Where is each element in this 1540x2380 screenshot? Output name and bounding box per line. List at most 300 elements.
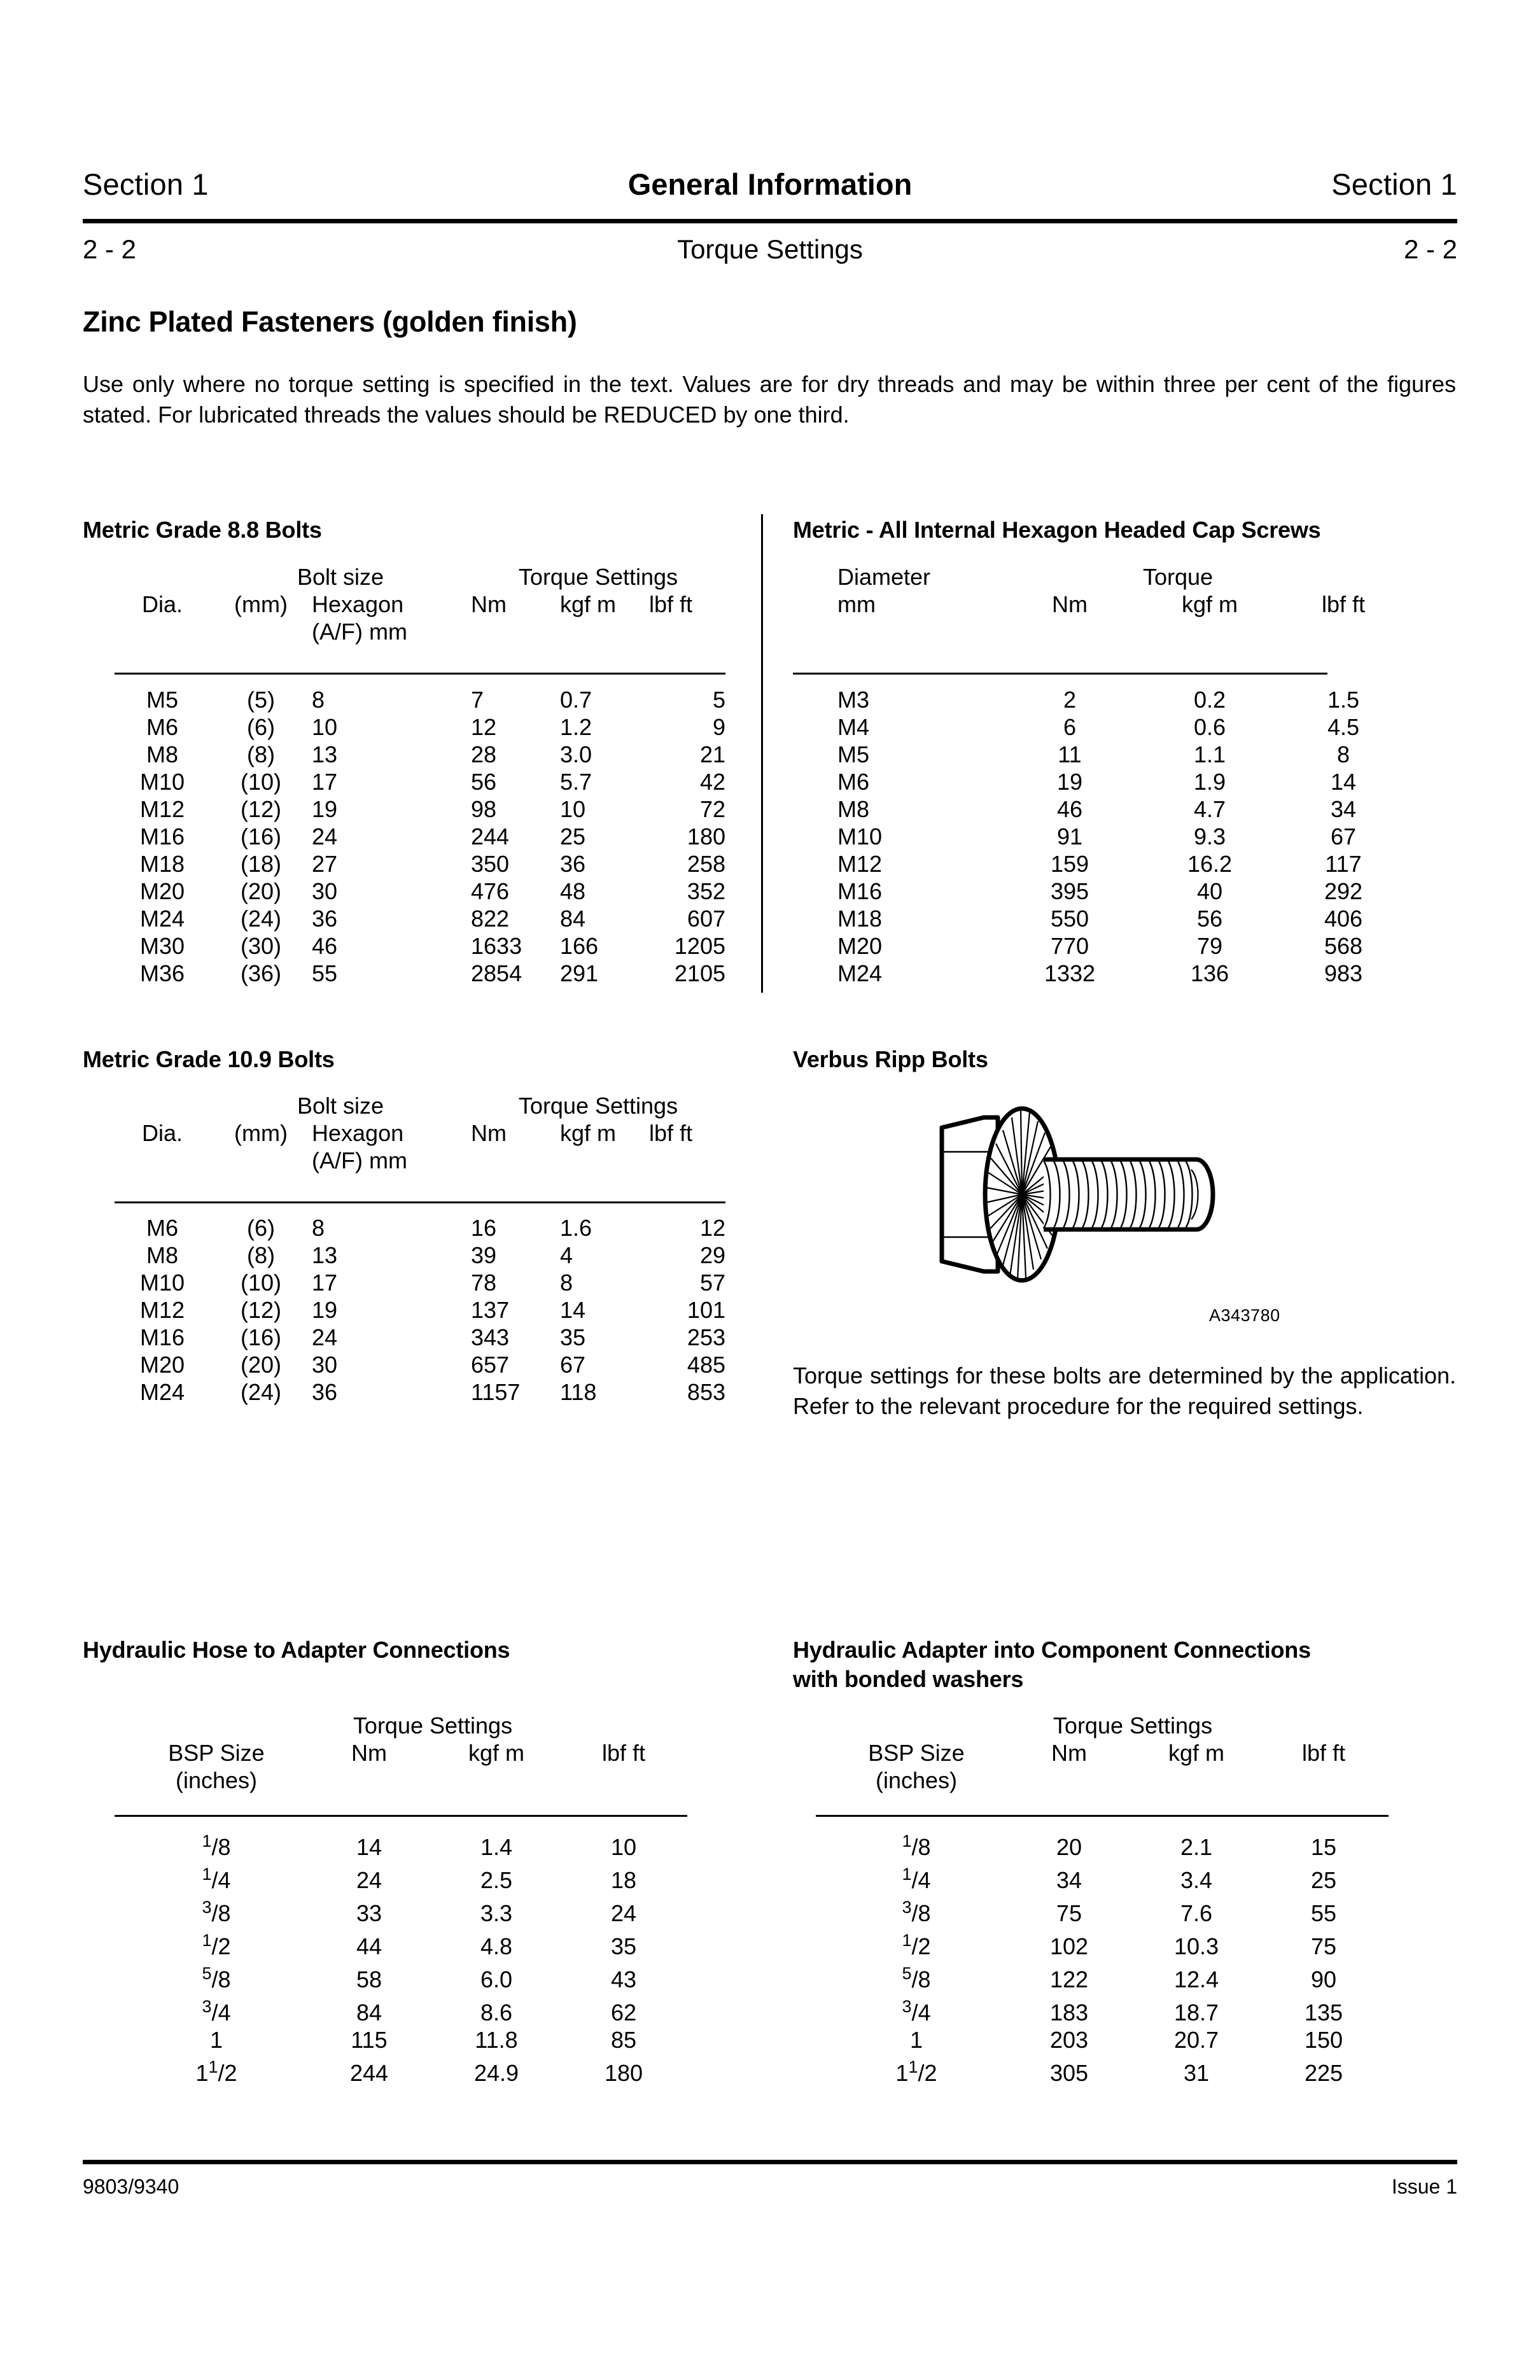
table-group-header-row <box>127 1712 687 1739</box>
table-cell: 3.3 <box>480 1900 513 1926</box>
table-cell: 36 <box>312 906 338 932</box>
table-cell: 14 <box>560 1297 586 1323</box>
intro-heading: Zinc Plated Fasteners (golden finish) <box>83 305 577 338</box>
table-cell: 48 <box>560 878 586 904</box>
table-cell: $^1$/4 <box>202 1865 231 1893</box>
table-cell: $^1$/4 <box>902 1865 931 1893</box>
table-row <box>127 2054 687 2087</box>
table-cell: M20 <box>139 1352 185 1378</box>
table-row <box>827 1894 1387 1927</box>
table-cell: 8 <box>560 1270 573 1296</box>
table-cell: 117 <box>1325 851 1362 877</box>
group-header-torque: Torque <box>1143 564 1214 590</box>
table-row <box>115 713 725 741</box>
table-cell: 180 <box>604 2060 643 2086</box>
table-cell: 4.7 <box>1193 796 1226 822</box>
table-cell: 343 <box>471 1324 510 1350</box>
table-cell: 91 <box>1056 823 1083 850</box>
col-nm: Nm <box>1051 1740 1087 1766</box>
intro-paragraph: Use only where no torque setting is specified in the text. Values are for dry threads and may be within three per cent of the figures stated. For lubricated threads the values should be REDUCED by one third. <box>83 371 1456 428</box>
col-lbfft: lbf ft <box>649 591 693 617</box>
table-cell: 657 <box>471 1352 510 1378</box>
table-cell: (20) <box>240 1352 282 1378</box>
table-cell: 36 <box>560 851 586 877</box>
table-cell: 55 <box>1310 1900 1337 1926</box>
table-cell: 11.8 <box>475 2027 518 2053</box>
table-cell: 75 <box>1056 1900 1082 1926</box>
table-row <box>827 2054 1387 2087</box>
table-cell: 8 <box>312 1215 325 1241</box>
col-kgfm: kgf m <box>560 591 617 617</box>
table-cell: 0.2 <box>1193 687 1226 713</box>
table-cell: M12 <box>837 851 883 877</box>
table-cell: 11 <box>1058 741 1082 767</box>
table-cell: 10 <box>560 796 586 822</box>
table-cell: 8 <box>312 687 325 713</box>
col-hexagon: Hexagon <box>312 1120 404 1146</box>
col-nm: Nm <box>471 591 507 617</box>
table-cell: 46 <box>1056 796 1083 822</box>
table-row <box>127 1828 687 1861</box>
table-cell: 1157 <box>471 1379 521 1405</box>
table-row <box>837 823 1410 850</box>
page-title: General Information <box>627 167 913 201</box>
table-cell: 292 <box>1324 878 1363 904</box>
table-column-header-row-2 <box>127 1767 687 1794</box>
table-adapter-title-line2: with bonded washers <box>793 1666 1024 1693</box>
table-capscrews-header-rule <box>793 673 1327 675</box>
table-cell: 19 <box>312 796 338 822</box>
table-cell: 244 <box>349 2060 389 2086</box>
table-cell: (24) <box>240 1379 282 1405</box>
table-cell: 98 <box>471 796 497 822</box>
verbus-note: Torque settings for these bolts are determined by the application. Refer to the relevant procedure for the required settings. <box>793 1362 1456 1419</box>
table-cell: 84 <box>356 1999 382 2026</box>
table-cell: M8 <box>146 741 178 767</box>
table-cell: 1.9 <box>1193 769 1226 795</box>
table-cell: 770 <box>1050 933 1089 959</box>
table-cell: 137 <box>471 1297 510 1323</box>
table-cell: M8 <box>837 796 870 822</box>
table-cell: (5) <box>247 687 275 713</box>
table-cell: 258 <box>687 851 725 877</box>
table-cell: 17 <box>312 769 338 795</box>
table-row <box>827 1960 1387 1993</box>
table-capscrews-body <box>837 686 1410 987</box>
table-cell: 4 <box>560 1242 573 1268</box>
table-row <box>115 795 725 823</box>
table-cell: 1.5 <box>1327 687 1360 713</box>
table-cell: 42 <box>699 769 725 795</box>
table-cell: M16 <box>837 878 883 904</box>
table-cell: 0.6 <box>1193 714 1226 740</box>
table-cell: 30 <box>312 878 338 904</box>
col-kgfm: kgf m <box>1168 1740 1224 1766</box>
col-hexagon: Hexagon <box>312 591 404 617</box>
table-cell: 203 <box>1049 2027 1089 2053</box>
table-cell: 24 <box>312 823 338 850</box>
table-row <box>127 1960 687 1993</box>
table-cell: M6 <box>837 769 870 795</box>
table-cell: (20) <box>240 878 282 904</box>
table-cell: 25 <box>1310 1867 1337 1893</box>
header-section-right: Section 1 <box>1331 167 1457 201</box>
table-cell: 122 <box>1049 1966 1089 1992</box>
table-cell: 150 <box>1304 2027 1343 2053</box>
table-cell: 7.6 <box>1180 1900 1213 1926</box>
table-row <box>127 1927 687 1960</box>
table-cell: 291 <box>560 960 599 986</box>
table-cell: 55 <box>312 960 338 986</box>
table-row <box>837 795 1410 823</box>
table-cell: 568 <box>1324 933 1363 959</box>
table-cell: $^3$/8 <box>202 1898 231 1926</box>
table-cell: 24.9 <box>473 2060 519 2086</box>
table-cell: 10.3 <box>1173 1933 1219 1959</box>
table-column-header-spacer <box>837 618 1410 645</box>
table-row <box>115 1242 725 1269</box>
table-cell: (6) <box>247 1215 275 1241</box>
table-cell: M10 <box>139 1270 185 1296</box>
table-cell: $^1$/8 <box>202 1831 231 1860</box>
table-cell: 102 <box>1049 1933 1089 1959</box>
table-cell: M16 <box>139 823 185 850</box>
table-cell: (8) <box>247 741 275 767</box>
table-cell: 24 <box>610 1900 637 1926</box>
table-cell: 550 <box>1050 906 1089 932</box>
table-column-header-row <box>837 591 1410 618</box>
table-row <box>115 1378 725 1406</box>
col-bsp-size: BSP Size <box>868 1740 965 1766</box>
table-cell: 35 <box>610 1933 637 1959</box>
table-cell: 4.8 <box>480 1933 513 1959</box>
table-group-header-row <box>115 563 725 591</box>
page-subtitle: Torque Settings <box>677 234 863 264</box>
col-mm: (mm) <box>234 1120 288 1146</box>
table-cell: $^1$/8 <box>902 1831 931 1860</box>
table-cell: (8) <box>247 1242 275 1268</box>
table-row <box>115 1296 725 1324</box>
table-cell: M5 <box>837 741 870 767</box>
table-cell: $^1$/2 <box>902 1931 931 1959</box>
col-nm: Nm <box>471 1120 507 1146</box>
table-cell: M5 <box>146 687 178 713</box>
table-cell: M6 <box>146 1215 178 1241</box>
table-cell: 58 <box>356 1966 382 1992</box>
col-lbfft: lbf ft <box>649 1120 693 1146</box>
table-cell: 15 <box>1310 1834 1337 1860</box>
table-cell: M20 <box>837 933 883 959</box>
table-row <box>827 2026 1387 2054</box>
table-group-header-row <box>115 1092 725 1119</box>
table-cell: (30) <box>240 933 282 959</box>
page-number-right: 2 - 2 <box>1403 234 1457 264</box>
table-cell: 25 <box>560 823 586 850</box>
table-hose-header-rule <box>115 1815 687 1817</box>
table-cell: 8 <box>1336 741 1350 767</box>
group-header-torque: Torque Settings <box>1053 1712 1213 1739</box>
table-cell: 476 <box>471 878 510 904</box>
group-header-torque: Torque Settings <box>518 1093 678 1119</box>
table-cell: 2 <box>1063 687 1077 713</box>
table-cell: 1633 <box>471 933 522 959</box>
flange-bolt-illustration <box>916 1095 1247 1295</box>
col-bsp-units: (inches) <box>875 1767 958 1793</box>
table-cell: $^5$/8 <box>202 1964 231 1992</box>
table-cell: 18 <box>610 1867 637 1893</box>
table-grade88 <box>115 563 725 645</box>
table-group-header-row <box>837 563 1410 591</box>
header-section-left: Section 1 <box>83 167 209 201</box>
table-cell: 33 <box>356 1900 382 1926</box>
table-cell: 31 <box>1183 2060 1210 2086</box>
table-cell: 72 <box>699 796 725 822</box>
table-cell: 115 <box>351 2027 388 2053</box>
table-row <box>837 686 1410 713</box>
table-cell: 20.7 <box>1173 2027 1219 2053</box>
table-cell: 180 <box>687 823 725 850</box>
table-cell: 24 <box>312 1324 338 1350</box>
table-cell: $^3$/4 <box>202 1997 231 2026</box>
page-header-top <box>83 167 1457 202</box>
table-cell: 5 <box>712 687 725 713</box>
table-capscrews <box>837 563 1410 645</box>
table-cell: 406 <box>1324 906 1363 932</box>
table-cell: 34 <box>1056 1867 1082 1893</box>
table-cell: M16 <box>139 1324 185 1350</box>
table-cell: 35 <box>560 1324 586 1350</box>
table-cell: 1 <box>209 2027 223 2053</box>
table-cell: 78 <box>471 1270 497 1296</box>
table-row <box>115 1324 725 1351</box>
table-cell: 20 <box>1056 1834 1082 1860</box>
table-cell: 46 <box>312 933 338 959</box>
group-header-torque: Torque Settings <box>353 1712 513 1739</box>
table-grade88-title: Metric Grade 8.8 Bolts <box>83 517 322 543</box>
table-capscrews-title: Metric - All Internal Hexagon Headed Cap Screws <box>793 517 1321 543</box>
table-cell: 0.7 <box>560 687 592 713</box>
table-cell: 1.6 <box>560 1215 592 1241</box>
table-row <box>127 2026 687 2054</box>
table-cell: 135 <box>1304 1999 1343 2026</box>
table-cell: $^5$/8 <box>902 1964 931 1992</box>
table-cell: $^3$/8 <box>902 1898 931 1926</box>
table-hose-body <box>127 1828 687 2087</box>
table-row <box>115 686 725 713</box>
table-cell: 30 <box>312 1352 338 1378</box>
table-grade109 <box>115 1092 725 1174</box>
col-hexagon-line2: (A/F) mm <box>312 619 407 645</box>
table-cell: 8.6 <box>480 1999 513 2026</box>
table-cell: 57 <box>699 1270 725 1296</box>
table-row <box>115 1351 725 1378</box>
table-cell: 14 <box>1330 769 1357 795</box>
table-cell: M36 <box>139 960 185 986</box>
table-row <box>827 1927 1387 1960</box>
col-bsp-size: BSP Size <box>168 1740 265 1766</box>
table-cell: 101 <box>687 1297 725 1323</box>
table-cell: M18 <box>139 851 185 877</box>
table-cell: 40 <box>1196 878 1223 904</box>
table-cell: 43 <box>610 1966 637 1992</box>
table-cell: 1.2 <box>560 714 592 740</box>
group-header-torque: Torque Settings <box>518 564 678 590</box>
col-kgfm: kgf m <box>1181 591 1238 617</box>
table-cell: 6 <box>1063 714 1077 740</box>
col-bsp-units: (inches) <box>175 1767 258 1793</box>
table-cell: (6) <box>247 714 275 740</box>
table-column-header-row <box>127 1739 687 1767</box>
col-kgfm: kgf m <box>560 1120 617 1146</box>
table-cell: M24 <box>837 960 883 986</box>
figure-label: A343780 <box>1209 1306 1280 1325</box>
table-row <box>115 850 725 878</box>
table-cell: (12) <box>240 1297 282 1323</box>
table-cell: 19 <box>312 1297 338 1323</box>
table-cell: (16) <box>240 1324 282 1350</box>
table-column-header-row-2 <box>115 618 725 645</box>
table-row <box>127 1861 687 1894</box>
table-cell: 24 <box>356 1867 382 1893</box>
table-cell: 244 <box>471 823 510 850</box>
table-row <box>115 878 725 905</box>
table-row <box>827 1861 1387 1894</box>
table-cell: M10 <box>139 769 185 795</box>
table-cell: 6.0 <box>480 1966 513 1992</box>
table-cell: 822 <box>471 906 510 932</box>
table-cell: 225 <box>1304 2060 1343 2086</box>
table-cell: 118 <box>560 1379 597 1405</box>
table-cell: 21 <box>699 741 725 767</box>
table-cell: 39 <box>471 1242 497 1268</box>
col-mm: mm <box>837 591 876 617</box>
table-column-header-row-2 <box>827 1767 1387 1794</box>
table-cell: 853 <box>687 1379 725 1405</box>
col-lbfft: lbf ft <box>1321 591 1366 617</box>
col-kgfm: kgf m <box>468 1740 524 1766</box>
table-row <box>837 850 1410 878</box>
col-mm: (mm) <box>234 591 288 617</box>
table-group-header-row <box>827 1712 1387 1739</box>
table-cell: (10) <box>240 769 282 795</box>
col-nm: Nm <box>351 1740 387 1766</box>
table-row <box>837 741 1410 768</box>
verbus-title: Verbus Ripp Bolts <box>793 1046 988 1072</box>
table-row <box>115 1269 725 1296</box>
table-cell: $1^1/2$ <box>895 2057 937 2086</box>
table-cell: M4 <box>837 714 870 740</box>
table-row <box>115 1214 725 1242</box>
table-cell: M10 <box>837 823 883 850</box>
table-cell: 1.1 <box>1193 741 1226 767</box>
footer-divider <box>83 2160 1457 2164</box>
table-cell: 10 <box>312 714 338 740</box>
table-cell: 4.5 <box>1327 714 1360 740</box>
footer-issue: Issue 1 <box>1391 2175 1457 2198</box>
table-cell: 84 <box>560 906 586 932</box>
col-nm: Nm <box>1052 591 1088 617</box>
table-grade88-body <box>115 686 725 987</box>
table-row <box>127 1993 687 2026</box>
table-cell: 75 <box>1310 1933 1337 1959</box>
table-cell: 2.1 <box>1180 1834 1213 1860</box>
table-cell: 19 <box>1056 769 1083 795</box>
table-adapter <box>827 1712 1387 1794</box>
table-row <box>837 905 1410 932</box>
table-cell: (10) <box>240 1270 282 1296</box>
table-grade88-header-rule <box>115 673 725 675</box>
table-cell: 3.4 <box>1180 1867 1213 1893</box>
table-adapter-title: Hydraulic Adapter into Component Connections <box>793 1637 1311 1663</box>
table-cell: 10 <box>610 1834 637 1860</box>
table-cell: M12 <box>139 1297 185 1323</box>
table-cell: 44 <box>356 1933 382 1959</box>
table-cell: 305 <box>1049 2060 1089 2086</box>
table-cell: M12 <box>139 796 185 822</box>
table-cell: 136 <box>1190 960 1229 986</box>
table-cell: 13 <box>312 1242 338 1268</box>
table-cell: 2105 <box>674 960 725 986</box>
group-header-bolt-size: Bolt size <box>297 564 384 590</box>
table-row <box>837 768 1410 795</box>
table-row <box>115 741 725 768</box>
table-cell: 983 <box>1324 960 1363 986</box>
table-cell: 2854 <box>471 960 522 986</box>
table-cell: 12 <box>699 1215 725 1241</box>
table-column-header-row <box>115 591 725 618</box>
table-adapter-body <box>827 1828 1387 2087</box>
table-cell: (18) <box>240 851 282 877</box>
table-cell: M3 <box>837 687 870 713</box>
col-dia: Dia. <box>141 1120 183 1146</box>
table-cell: 3.0 <box>560 741 592 767</box>
table-cell: 183 <box>1049 1999 1089 2026</box>
table-cell: 159 <box>1050 851 1089 877</box>
table-column-header-row <box>115 1119 725 1147</box>
table-cell: 79 <box>1196 933 1223 959</box>
table-cell: 67 <box>1330 823 1357 850</box>
table-cell: 12.4 <box>1173 1966 1219 1992</box>
table-cell: 85 <box>610 2027 637 2053</box>
table-cell: (24) <box>240 906 282 932</box>
table-adapter-header-rule <box>816 1815 1389 1817</box>
table-cell: $^3$/4 <box>902 1997 931 2026</box>
table-hose <box>127 1712 687 1794</box>
table-cell: 27 <box>312 851 338 877</box>
table-cell: 2.5 <box>480 1867 513 1893</box>
table-row <box>115 905 725 932</box>
table-cell: M24 <box>139 906 185 932</box>
table-grade109-title: Metric Grade 10.9 Bolts <box>83 1046 335 1072</box>
page-number-left: 2 - 2 <box>83 234 137 264</box>
table-cell: 14 <box>356 1834 382 1860</box>
table-cell: M24 <box>139 1379 185 1405</box>
table-cell: (36) <box>240 960 282 986</box>
table-cell: 1 <box>909 2027 923 2053</box>
table-cell: 395 <box>1050 878 1089 904</box>
table-cell: 1205 <box>674 933 725 959</box>
table-cell: 36 <box>312 1379 338 1405</box>
table-row <box>837 878 1410 905</box>
table-row <box>115 960 725 987</box>
table-cell: 9.3 <box>1193 823 1226 850</box>
col-dia: Dia. <box>141 591 183 617</box>
table-cell: 16.2 <box>1187 851 1233 877</box>
table-cell: 28 <box>471 741 497 767</box>
table-cell: M8 <box>146 1242 178 1268</box>
table-cell: 1.4 <box>480 1834 513 1860</box>
table-cell: 350 <box>471 851 510 877</box>
